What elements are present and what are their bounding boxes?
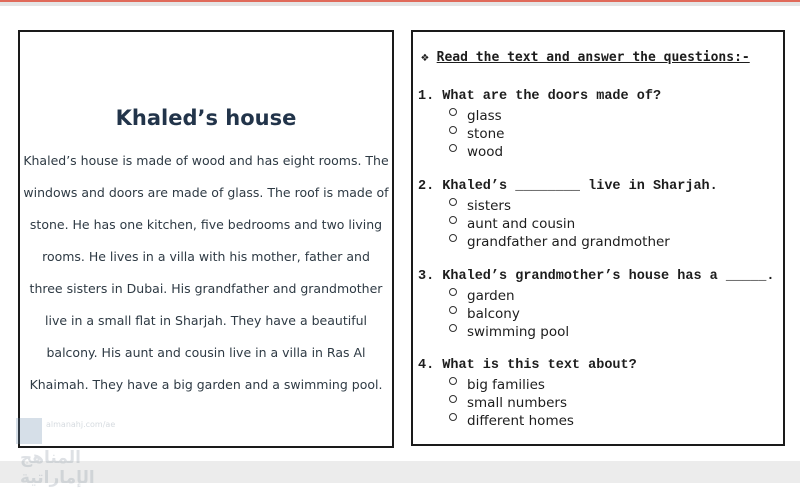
option-label: garden: [467, 288, 515, 304]
watermark-text: المناهج الإماراتية: [20, 448, 95, 488]
option-label: grandfather and grandmother: [467, 234, 670, 250]
option-1c[interactable]: [449, 144, 503, 160]
question-4: 4. What is this text about?: [418, 358, 637, 373]
option-2c[interactable]: [449, 234, 670, 250]
radio-circle-icon: [449, 413, 457, 421]
question-3: 3. Khaled’s grandmother’s house has a _____.: [418, 269, 775, 284]
radio-circle-icon: [449, 144, 457, 152]
story-line-6: live in a small flat in Sharjah. They have a beautiful: [45, 313, 367, 328]
radio-circle-icon: [449, 395, 457, 403]
option-3c[interactable]: [449, 324, 569, 340]
option-label: wood: [467, 144, 504, 160]
option-label: small numbers: [467, 395, 567, 411]
story-panel: [18, 30, 394, 448]
option-label: aunt and cousin: [467, 216, 576, 232]
questions-panel: [411, 30, 785, 446]
radio-circle-icon: [449, 288, 457, 296]
option-label: sisters: [467, 198, 512, 214]
option-2a[interactable]: [449, 198, 511, 214]
story-line-3: stone. He has one kitchen, five bedrooms and two living: [29, 217, 383, 232]
story-line-7: balcony. His aunt and cousin live in a villa in Ras Al: [46, 345, 366, 360]
top-accent-line: [0, 0, 800, 2]
radio-circle-icon: [449, 126, 457, 134]
question-1: 1. What are the doors made of?: [418, 89, 662, 104]
radio-circle-icon: [449, 198, 457, 206]
option-label: swimming pool: [467, 324, 570, 340]
instruction: [421, 50, 750, 65]
story-title: Khaled’s house: [115, 106, 297, 130]
story-line-8: Khaimah. They have a big garden and a swimming pool.: [29, 377, 383, 392]
watermark-url: almanahj.com/ae: [46, 420, 116, 429]
option-label: different homes: [467, 413, 574, 429]
option-3b[interactable]: [449, 306, 520, 322]
instruction-text: Read the text and answer the questions:-: [436, 50, 750, 65]
story-line-5: three sisters in Dubai. His grandfather and grandmother: [29, 281, 383, 296]
watermark-logo-icon: [16, 418, 42, 444]
radio-circle-icon: [449, 234, 457, 242]
top-bar: [0, 0, 800, 6]
option-label: stone: [467, 126, 505, 142]
radio-circle-icon: [449, 377, 457, 385]
question-2: 2. Khaled’s ________ live in Sharjah.: [418, 179, 718, 194]
option-4a[interactable]: [449, 377, 545, 393]
radio-circle-icon: [449, 108, 457, 116]
option-4b[interactable]: [449, 395, 567, 411]
option-label: big families: [467, 377, 545, 393]
option-1a[interactable]: [449, 108, 502, 124]
option-label: balcony: [467, 306, 520, 322]
story-line-1: Khaled’s house is made of wood and has eight rooms. The: [23, 153, 389, 168]
radio-circle-icon: [449, 324, 457, 332]
radio-circle-icon: [449, 306, 457, 314]
story-line-2: windows and doors are made of glass. The roof is made of: [23, 185, 389, 200]
watermark: [16, 418, 136, 488]
radio-circle-icon: [449, 216, 457, 224]
diamond-bullet-icon: ❖: [421, 50, 429, 65]
option-3a[interactable]: [449, 288, 515, 304]
option-1b[interactable]: [449, 126, 504, 142]
option-label: glass: [467, 108, 502, 124]
story-line-4: rooms. He lives in a villa with his mother, father and: [42, 249, 370, 264]
option-4c[interactable]: [449, 413, 574, 429]
option-2b[interactable]: [449, 216, 575, 232]
